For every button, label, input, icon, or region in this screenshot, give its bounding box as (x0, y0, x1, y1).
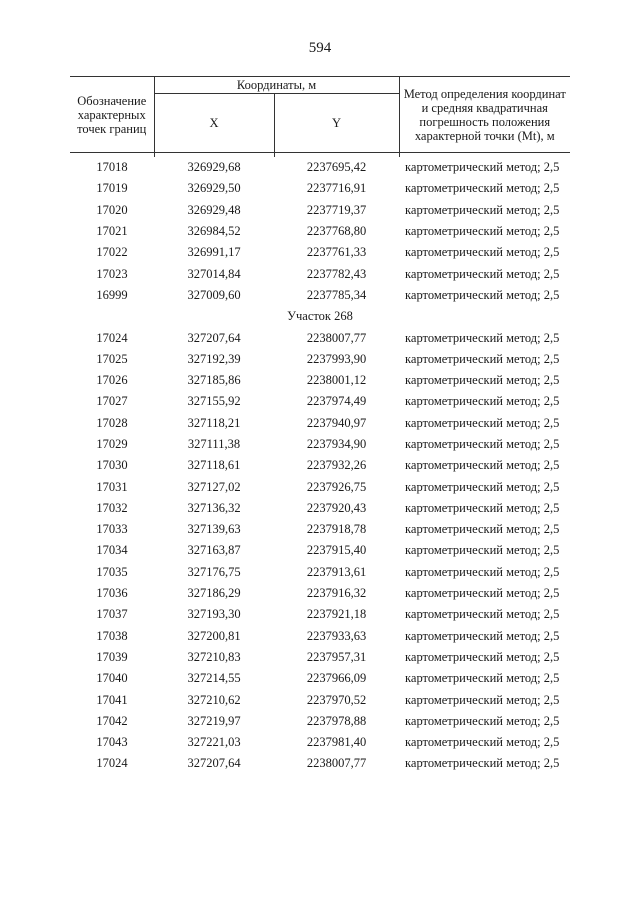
point-name-cell: 17040 (96, 671, 128, 686)
method-cell: картометрический метод; 2,5 (405, 351, 560, 366)
y-coordinate-cell: 2237719,37 (306, 202, 367, 217)
header-coordinates: Координаты, м (154, 77, 399, 94)
point-name-cell: 17021 (96, 224, 128, 239)
x-coordinate-cell: 327186,29 (187, 586, 241, 601)
point-name-cell: 17022 (96, 245, 128, 260)
page-number: 594 (308, 40, 332, 56)
table-row (70, 349, 570, 370)
method-cell: картометрический метод; 2,5 (405, 160, 560, 175)
x-coordinate-cell: 327192,39 (187, 351, 241, 366)
x-coordinate-cell: 327210,62 (187, 692, 241, 707)
y-coordinate-cell: 2237926,75 (306, 479, 367, 494)
table-row (70, 562, 570, 583)
table-row (70, 413, 570, 434)
header-point-name: Обозначение характерных точек границ (70, 77, 154, 153)
method-cell: картометрический метод; 2,5 (405, 245, 560, 260)
method-cell: картометрический метод; 2,5 (405, 522, 560, 537)
y-coordinate-cell: 2237978,88 (306, 713, 367, 728)
table-row (70, 434, 570, 455)
x-coordinate-cell: 327118,21 (187, 415, 241, 430)
y-coordinate-cell: 2237915,40 (306, 543, 367, 558)
table-row (70, 391, 570, 412)
table-header (70, 77, 570, 158)
x-coordinate-cell: 327014,84 (187, 266, 241, 281)
point-name-cell: 17019 (96, 181, 128, 196)
header-y: Y (274, 94, 399, 153)
table-row (70, 604, 570, 625)
y-coordinate-cell: 2237921,18 (306, 607, 367, 622)
table-row (70, 626, 570, 647)
point-name-cell: 17033 (96, 522, 128, 537)
y-coordinate-cell: 2237966,09 (306, 671, 367, 686)
method-cell: картометрический метод; 2,5 (405, 437, 560, 451)
x-coordinate-cell: 327193,30 (187, 607, 241, 622)
point-name-cell: 17025 (96, 351, 128, 366)
method-cell: картометрический метод; 2,5 (405, 628, 560, 643)
table-row (70, 455, 570, 476)
method-cell: картометрический метод; 2,5 (405, 373, 560, 388)
method-cell: картометрический метод; 2,5 (405, 479, 560, 494)
point-name-cell: 17024 (96, 756, 128, 771)
y-coordinate-cell: 2237934,90 (306, 437, 367, 451)
y-coordinate-cell: 2237920,43 (306, 500, 367, 515)
table-body (70, 157, 570, 775)
point-name-cell: 17038 (96, 628, 128, 643)
y-coordinate-cell: 2237932,26 (306, 458, 367, 473)
table-row (70, 327, 570, 348)
table-row (70, 668, 570, 689)
method-cell: картометрический метод; 2,5 (405, 756, 560, 771)
y-coordinate-cell: 2237913,61 (306, 564, 367, 579)
method-cell: картометрический метод; 2,5 (405, 543, 560, 558)
point-name-cell: 17027 (96, 394, 128, 409)
method-cell: картометрический метод; 2,5 (405, 266, 560, 281)
table-row (70, 200, 570, 221)
method-cell: картометрический метод; 2,5 (405, 394, 560, 409)
y-coordinate-cell: 2237716,91 (306, 181, 367, 196)
point-name-cell: 17031 (96, 479, 128, 494)
point-name-cell: 17018 (96, 160, 128, 175)
table-row (70, 732, 570, 753)
y-coordinate-cell: 2237782,43 (306, 266, 367, 281)
point-name-cell: 17020 (96, 202, 128, 217)
x-coordinate-cell: 327214,55 (187, 671, 241, 686)
table-row (70, 540, 570, 561)
x-coordinate-cell: 327207,64 (187, 330, 241, 345)
x-coordinate-cell: 326991,17 (187, 245, 241, 260)
table-row (70, 221, 570, 242)
table-row (70, 157, 570, 178)
y-coordinate-cell: 2237933,63 (306, 628, 367, 643)
point-name-cell: 17034 (96, 543, 128, 558)
table-row (70, 285, 570, 306)
y-coordinate-cell: 2237916,32 (306, 586, 367, 601)
point-name-cell: 17030 (96, 458, 128, 473)
x-coordinate-cell: 327221,03 (187, 735, 241, 750)
method-cell: картометрический метод; 2,5 (405, 586, 560, 601)
table-row (70, 178, 570, 199)
point-name-cell: 17032 (96, 500, 128, 515)
y-coordinate-cell: 2237957,31 (306, 649, 367, 664)
x-coordinate-cell: 327200,81 (187, 628, 241, 643)
table-row (70, 476, 570, 497)
x-coordinate-cell: 327163,87 (187, 543, 241, 558)
x-coordinate-cell: 327176,75 (187, 564, 241, 579)
method-cell: картометрический метод; 2,5 (405, 330, 560, 345)
x-coordinate-cell: 327136,32 (187, 500, 241, 515)
table-row (70, 370, 570, 391)
method-cell: картометрический метод; 2,5 (405, 564, 560, 579)
point-name-cell: 17041 (96, 692, 128, 707)
section-row (70, 306, 570, 327)
table-row (70, 689, 570, 710)
method-cell: картометрический метод; 2,5 (405, 458, 560, 473)
x-coordinate-cell: 327111,38 (187, 437, 241, 451)
y-coordinate-cell: 2238007,77 (306, 756, 367, 771)
table-row (70, 647, 570, 668)
y-coordinate-cell: 2237974,49 (306, 394, 367, 409)
method-cell: картометрический метод; 2,5 (405, 181, 560, 196)
y-coordinate-cell: 2237981,40 (306, 735, 367, 750)
method-cell: картометрический метод; 2,5 (405, 224, 560, 239)
y-coordinate-cell: 2238007,77 (306, 330, 367, 345)
table-row (70, 711, 570, 732)
x-coordinate-cell: 327185,86 (187, 373, 241, 388)
point-name-cell: 16999 (96, 287, 128, 302)
x-coordinate-cell: 327219,97 (187, 713, 241, 728)
x-coordinate-cell: 326929,50 (187, 181, 241, 196)
table-row (70, 583, 570, 604)
point-name-cell: 17029 (96, 437, 128, 451)
y-coordinate-cell: 2237970,52 (306, 692, 367, 707)
header-method: Метод определения координат и средняя квадратичная погрешность положения характерной точки (Mt), м (399, 77, 570, 153)
method-cell: картометрический метод; 2,5 (405, 735, 560, 750)
x-coordinate-cell: 327127,02 (187, 479, 241, 494)
method-cell: картометрический метод; 2,5 (405, 692, 560, 707)
y-coordinate-cell: 2237768,80 (306, 224, 367, 239)
table-row (70, 498, 570, 519)
x-coordinate-cell: 327009,60 (187, 287, 241, 302)
point-name-cell: 17035 (96, 564, 128, 579)
point-name-cell: 17036 (96, 586, 128, 601)
y-coordinate-cell: 2237785,34 (306, 287, 367, 302)
point-name-cell: 17042 (96, 713, 128, 728)
header-x: X (154, 94, 274, 153)
point-name-cell: 17024 (96, 330, 128, 345)
method-cell: картометрический метод; 2,5 (405, 415, 560, 430)
point-name-cell: 17039 (96, 649, 128, 664)
table-row (70, 242, 570, 263)
coordinates-table (70, 76, 570, 775)
table-row (70, 753, 570, 774)
point-name-cell: 17026 (96, 373, 128, 388)
y-coordinate-cell: 2237940,97 (306, 415, 367, 430)
x-coordinate-cell: 327118,61 (187, 458, 241, 473)
point-name-cell: 17043 (96, 735, 128, 750)
y-coordinate-cell: 2237918,78 (306, 522, 367, 537)
method-cell: картометрический метод; 2,5 (405, 649, 560, 664)
y-coordinate-cell: 2237993,90 (306, 351, 367, 366)
method-cell: картометрический метод; 2,5 (405, 287, 560, 302)
point-name-cell: 17037 (96, 607, 128, 622)
x-coordinate-cell: 326929,68 (187, 160, 241, 175)
x-coordinate-cell: 327210,83 (187, 649, 241, 664)
table-row (70, 263, 570, 284)
x-coordinate-cell: 326929,48 (187, 202, 241, 217)
point-name-cell: 17023 (96, 266, 128, 281)
y-coordinate-cell: 2238001,12 (306, 373, 367, 388)
point-name-cell: 17028 (96, 415, 128, 430)
section-label: Участок 268 (287, 309, 353, 324)
x-coordinate-cell: 327155,92 (187, 394, 241, 409)
method-cell: картометрический метод; 2,5 (405, 500, 560, 515)
table-row (70, 519, 570, 540)
x-coordinate-cell: 326984,52 (187, 224, 241, 239)
method-cell: картометрический метод; 2,5 (405, 713, 560, 728)
x-coordinate-cell: 327139,63 (187, 522, 241, 537)
y-coordinate-cell: 2237761,33 (306, 245, 367, 260)
x-coordinate-cell: 327207,64 (187, 756, 241, 771)
method-cell: картометрический метод; 2,5 (405, 607, 560, 622)
method-cell: картометрический метод; 2,5 (405, 671, 560, 686)
y-coordinate-cell: 2237695,42 (306, 160, 367, 175)
method-cell: картометрический метод; 2,5 (405, 202, 560, 217)
